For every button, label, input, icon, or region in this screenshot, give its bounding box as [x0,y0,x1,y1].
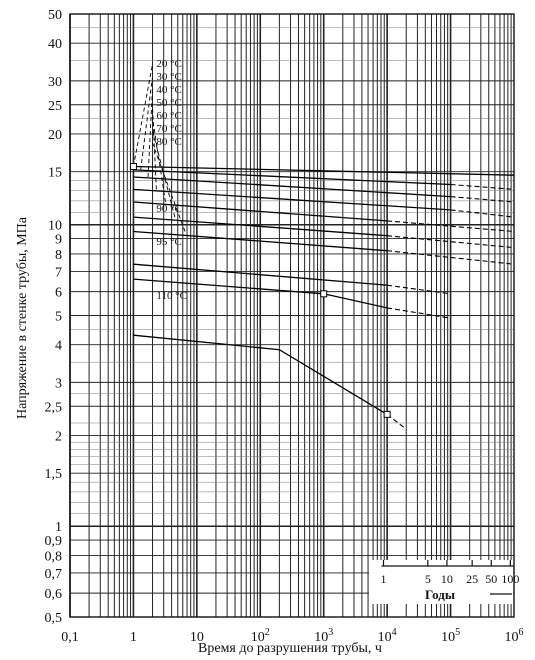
series-label: 50 °C [156,97,182,109]
y-tick-label: 0,6 [44,587,62,603]
x-tick-label: $10^2$ [250,627,270,645]
y-tick-label: 8 [55,247,62,263]
x-tick-label: 10 [189,630,204,645]
years-tick-label: 25 [466,572,479,586]
series-line [133,177,450,197]
years-tick-label: 100 [501,572,520,586]
series-label: 20 °C [156,58,182,70]
years-axis-title: Годы [425,587,455,602]
x-tick-label: $10^6$ [504,627,524,645]
y-tick-label: 1,5 [44,467,62,483]
y-tick-label: 15 [48,165,62,181]
x-tick-label: $10^4$ [377,627,397,645]
years-tick-label: 10 [440,572,453,586]
y-tick-label: 6 [55,285,62,301]
series-label: 70 °C [156,123,182,135]
series-label: 110 °C [156,290,187,302]
y-tick-label: 3 [55,376,62,392]
years-tick-label: 50 [485,572,498,586]
series-label: 90 °C [156,203,182,215]
x-tick-label: 1 [129,630,137,645]
data-marker [321,291,327,297]
series-label: 80 °C [156,136,182,148]
y-tick-label: 2,5 [44,400,62,416]
y-tick-label: 0,9 [44,534,62,550]
y-tick-label: 2 [55,429,62,445]
data-marker [130,164,136,170]
series-lines [130,65,514,429]
series-label: 30 °C [156,71,182,83]
y-tick-label: 25 [48,98,62,114]
x-tick-label: $10^5$ [441,627,461,645]
y-tick-label: 4 [55,338,62,354]
y-tick-label: 50 [48,8,62,23]
y-tick-label: 1 [55,520,62,536]
y-tick-label: 7 [55,265,62,281]
y-tick-label: 30 [48,74,62,90]
grid [70,14,514,617]
y-tick-label: 10 [48,218,62,234]
x-axis-title: Время до разрушения трубы, ч [198,641,382,656]
y-tick-label: 40 [48,37,62,53]
y-tick-label: 0,7 [44,566,62,582]
x-tick-label: 0,1 [61,630,79,645]
y-tick-label: 5 [55,309,62,325]
series-label: 60 °C [156,110,182,122]
y-tick-label: 20 [48,127,62,143]
y-tick-label: 0,5 [44,611,62,626]
y-tick-label: 9 [55,232,62,248]
y-axis-title: Напряжение в стенке трубы, МПа [15,216,30,420]
years-tick-label: 1 [380,572,387,586]
series-label: 40 °C [156,84,182,96]
data-marker [384,411,390,417]
y-tick-label: 0,8 [44,549,62,565]
y-tick-labels [45,8,63,626]
series-leader-line [141,78,153,170]
x-tick-label: $10^3$ [314,627,334,645]
series-label: 95 °C [156,236,182,248]
years-tick-label: 5 [424,572,431,586]
series-leader-line [152,143,185,231]
